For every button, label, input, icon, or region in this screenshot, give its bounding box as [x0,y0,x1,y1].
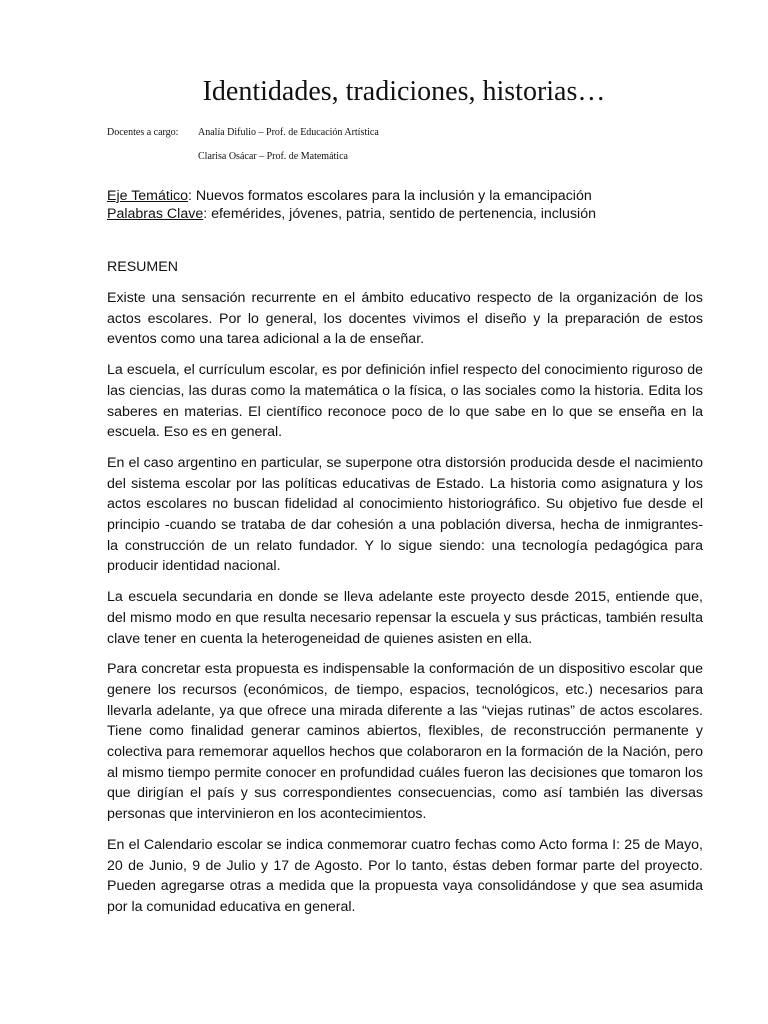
keywords-line [107,205,707,223]
document-title: Identidades, tradiciones, historias… [202,76,606,107]
teacher-2: Clarisa Osácar – Prof. de Matemática [198,151,348,162]
keywords-label: Palabras Clave [107,206,204,222]
summary-body [107,288,703,928]
teachers-block [107,126,379,174]
paragraph: La escuela secundaria en donde se lleva adelante este proyecto desde 2015, entiende que, del mismo modo en que resulta necesario repensar la escuela y sus prácticas, también resulta clave tener en cuenta la heterogeneidad de quienes asisten en ella. [107,589,703,647]
thematic-axis-text: : Nuevos formatos escolares para la inclusión y la emancipación [187,188,592,204]
teachers-label: Docentes a cargo: [107,127,179,138]
paragraph: Para concretar esta propuesta es indispensable la conformación de un dispositivo escolar que genere los recursos (económicos, de tiempo, espacios, tecnológicos, etc.) necesarios para llevarla adelante, ya que ofrece una mirada diferente a las “viejas rutinas” de actos escolares. Tiene como finalidad generar caminos abiertos, flexibles, de reconstrucción permanente y colectiva para rememorar aquellos hechos que colaboraron en la formación de la Nación, pero al mismo tiempo permite conocer en profundidad cuáles fueron las decisiones que tomaron los que dirigían el país y sus correspondientes consecuencias, como así también las diversas personas que intervinieron en los acontecimientos. [107,661,703,823]
paragraph: En el caso argentino en particular, se superpone otra distorsión producida desde el nacimiento del sistema escolar por las políticas educativas de Estado. La historia como asignatura y los actos escolares no buscan fidelidad al conocimiento historiográfico. Su objetivo fue desde el principio -cuando se trataba de dar cohesión a una población diversa, hecha de inmigrantes- la construcción de un relato fundador. Y lo sigue siendo: una tecnología pedagógica para producir identidad nacional. [107,454,703,575]
teacher-1: Analía Difulio – Prof. de Educación Artística [198,127,379,138]
thematic-axis-line [107,187,707,205]
paragraph: En el Calendario escolar se indica conmemorar cuatro fechas como Acto forma I: 25 de Mayo, 20 de Junio, 9 de Julio y 17 de Agosto. Por lo tanto, éstas deben formar parte del proyecto. Pueden agregarse otras a medida que la propuesta vaya consolidándose y que sea asumida por la comunidad educativa en general. [107,836,703,915]
teacher-row-1 [107,126,379,150]
paragraph: La escuela, el currículum escolar, es por definición infiel respecto del conocimiento riguroso de las ciencias, las duras como la matemática o la física, o las sociales como la historia. Edita los saberes en materias. El científico reconoce poco de lo que sabe en lo que se enseña en la escuela. Eso es en general. [107,362,703,441]
keywords-text: : efemérides, jóvenes, patria, sentido de pertenencia, inclusión [203,206,596,222]
metadata-block [107,187,707,223]
summary-heading: RESUMEN [107,259,178,275]
teacher-row-2 [107,150,379,174]
paragraph: Existe una sensación recurrente en el ámbito educativo respecto de la organización de los actos escolares. Por lo general, los docentes vivimos el diseño y la preparación de estos eventos como una tarea adicional a la de enseñar. [107,290,703,348]
thematic-axis-label: Eje Temático [107,188,188,204]
